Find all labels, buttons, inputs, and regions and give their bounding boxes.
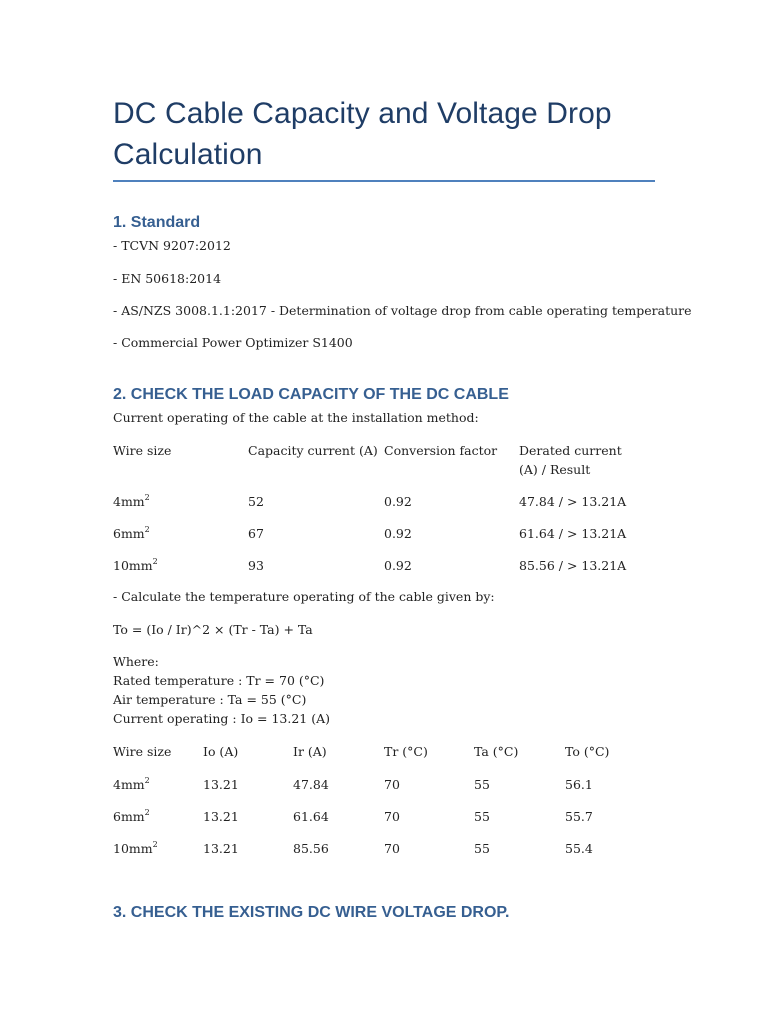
column-header: Wire size <box>113 744 172 759</box>
column-header: Capacity current (A) <box>248 443 378 458</box>
capacity-cell: 52 <box>248 494 264 509</box>
ta-cell: 55 <box>474 841 490 856</box>
wire-size-cell: $10mm^2$ <box>113 557 158 573</box>
to-cell: 55.4 <box>565 841 593 856</box>
standard-item: - AS/NZS 3008.1.1:2017 - Determination of voltage drop from cable operating temperature <box>113 303 692 318</box>
ir-cell: 61.64 <box>293 809 329 824</box>
ta-cell: 55 <box>474 777 490 792</box>
table-row <box>113 524 655 558</box>
table-row <box>113 775 655 809</box>
ir-cell: 85.56 <box>293 841 329 856</box>
wire-size-cell: $10mm^2$ <box>113 840 158 856</box>
calc-intro: - Calculate the temperature operating of the cable given by: <box>113 589 495 604</box>
section-2-heading: 2. CHECK THE LOAD CAPACITY OF THE DC CABLE <box>113 386 509 403</box>
capacity-cell: 67 <box>248 526 264 541</box>
section-2-intro: Current operating of the cable at the installation method: <box>113 410 479 425</box>
where-line: Air temperature : Ta = 55 (°C) <box>113 692 307 707</box>
standard-item: - Commercial Power Optimizer S1400 <box>113 335 353 350</box>
io-cell: 13.21 <box>203 809 239 824</box>
io-cell: 13.21 <box>203 777 239 792</box>
standard-item: - TCVN 9207:2012 <box>113 238 231 253</box>
column-header: Conversion factor <box>384 443 498 458</box>
where-line: Rated temperature : Tr = 70 (°C) <box>113 673 325 688</box>
section-1-heading: 1. Standard <box>113 214 201 231</box>
column-header: Io (A) <box>203 744 239 759</box>
where-line: Current operating : Io = 13.21 (A) <box>113 711 331 726</box>
wire-size-cell: $6mm^2$ <box>113 525 150 541</box>
column-header: Derated current (A) / Result <box>519 443 622 477</box>
table-header-row <box>113 742 655 776</box>
wire-size-cell: $4mm^2$ <box>113 776 150 792</box>
standard-item: - EN 50618:2014 <box>113 271 222 286</box>
document-title: DC Cable Capacity and Voltage Drop Calculation <box>113 97 612 171</box>
capacity-cell: 93 <box>248 558 264 573</box>
where-label: Where: <box>113 654 159 669</box>
factor-cell: 0.92 <box>384 526 412 541</box>
result-cell: 85.56 / > 13.21A <box>519 558 627 573</box>
section-3-heading: 3. CHECK THE EXISTING DC WIRE VOLTAGE DROP. <box>113 904 510 921</box>
factor-cell: 0.92 <box>384 558 412 573</box>
table-row <box>113 839 655 873</box>
ta-cell: 55 <box>474 809 490 824</box>
wire-size-cell: $6mm^2$ <box>113 808 150 824</box>
column-header: Ta (°C) <box>474 744 519 759</box>
column-header: Ir (A) <box>293 744 327 759</box>
wire-size-cell: $4mm^2$ <box>113 493 150 509</box>
title-underline <box>113 180 655 182</box>
io-cell: 13.21 <box>203 841 239 856</box>
table-row <box>113 807 655 841</box>
tr-cell: 70 <box>384 841 400 856</box>
to-cell: 56.1 <box>565 777 593 792</box>
factor-cell: 0.92 <box>384 494 412 509</box>
column-header: To (°C) <box>565 744 610 759</box>
table-header-row <box>113 441 655 475</box>
tr-cell: 70 <box>384 809 400 824</box>
formula: To = (Io / Ir)^2 × (Tr - Ta) + Ta <box>113 622 313 637</box>
column-header: Wire size <box>113 443 172 458</box>
tr-cell: 70 <box>384 777 400 792</box>
column-header: Tr (°C) <box>384 744 428 759</box>
ir-cell: 47.84 <box>293 777 329 792</box>
table-row <box>113 556 655 590</box>
to-cell: 55.7 <box>565 809 593 824</box>
result-cell: 47.84 / > 13.21A <box>519 494 627 509</box>
result-cell: 61.64 / > 13.21A <box>519 526 627 541</box>
table-row <box>113 492 655 526</box>
